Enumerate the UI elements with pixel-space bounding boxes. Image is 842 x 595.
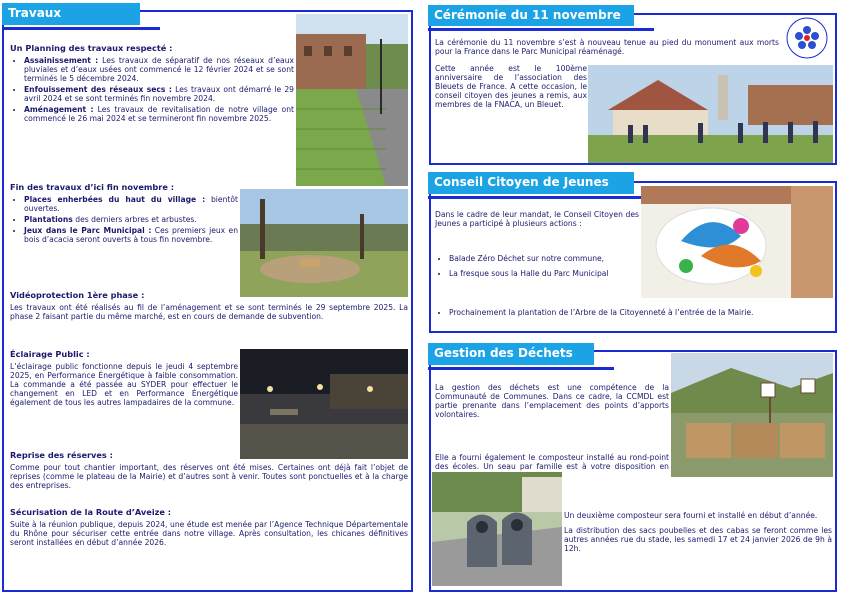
bleuet-logo xyxy=(782,16,832,60)
mural-photo xyxy=(641,186,833,298)
containers-photo xyxy=(432,472,562,586)
travaux-title: Travaux xyxy=(2,3,140,25)
list-item: • La fresque sous la Halle du Parc Municipal xyxy=(449,269,639,278)
planning-heading: Un Planning des travaux respecté : xyxy=(10,43,173,53)
list-item: • Assainissement : Les travaux de séparatif de nos réseaux d’eaux pluviales et d’eaux usées ont commencé le 12 février 2024 et se sont terminés le 5 décembre 2024. xyxy=(24,56,294,83)
dechets-title: Gestion des Déchets xyxy=(428,343,594,365)
secu-section xyxy=(10,508,408,551)
list-item: • Balade Zéro Déchet sur notre commune, xyxy=(449,254,639,263)
fin-heading: Fin des travaux d’ici fin novembre : xyxy=(10,182,175,192)
fin-list xyxy=(10,195,238,244)
reprise-section xyxy=(10,451,408,494)
playground-photo xyxy=(240,189,408,297)
list-item: • Jeux dans le Parc Municipal : Ces premiers jeux en bois d’acacia seront ouverts à tous fin novembre. xyxy=(24,226,238,244)
planning-section xyxy=(10,44,294,125)
secu-text: Suite à la réunion publique, depuis 2024, une étude est menée par l’Agence Technique Départementale du Rhône pour sécuriser cette entrée dans notre village. Après consultation, les chicanes définitives seront installées en début d’année 2026. xyxy=(10,520,408,547)
secu-heading: Sécurisation de la Route d’Aveize : xyxy=(10,507,172,517)
dechets-rest: Un deuxième composteur sera fourni et installé en début d’année. La distribution des sacs poubelles et des cabas se feront comme les autres années rue du stade, les samedi 17 et 24 janvier 2026 de 9h à 12h. xyxy=(564,511,832,553)
list-item: • Aménagement : Les travaux de revitalisation de notre village ont commencé le 26 mai 2024 et se termineront fin novembre 2025. xyxy=(24,105,294,123)
conseil-intro: Dans le cadre de leur mandat, le Conseil Citoyen des Jeunes a participé à plusieurs actions : xyxy=(435,210,639,228)
conseil-title: Conseil Citoyen de Jeunes xyxy=(428,172,634,194)
reprise-text: Comme pour tout chantier important, des réserves ont été mises. Certaines ont déjà fait l’objet de reprises (comme le plateau de la Mairie) et d’autres sont à venir. Toutes sont ponctuelles et à la charge des entreprises. xyxy=(10,463,408,490)
list-item: • Plantations des derniers arbres et arbustes. xyxy=(24,215,238,224)
fin-section xyxy=(10,183,238,246)
list-item: • Enfouissement des réseaux secs : Les travaux ont démarré le 29 avril 2024 et se sont terminés fin novembre 2024. xyxy=(24,85,294,103)
ceremonie-text: Cette année est le 100ème anniversaire de l’association des Bleuets de France. A cette occasion, le conseil citoyen des jeunes a remis, aux membres de la FNACA, un Bleuet. xyxy=(435,64,587,109)
video-heading: Vidéoprotection 1ère phase : xyxy=(10,290,145,300)
video-text: Les travaux ont été réalisés au fil de l’aménagement et se sont terminés le 29 septembre 2025. La phase 2 faisant partie du même marché, est en cours de demande de subvention. xyxy=(10,303,408,321)
video-section xyxy=(10,291,408,325)
grass-square-photo xyxy=(296,14,408,186)
composteur-photo xyxy=(671,353,833,477)
list-item: • Prochainement la plantation de l’Arbre de la Citoyenneté à l’entrée de la Mairie. xyxy=(449,308,831,317)
conseil-list-top xyxy=(435,254,639,280)
dechets-p1: La gestion des déchets est une compétence de la Communauté de Communes. Dans ce cadre, la CCMDL est partie prenante dans l’emplacement des points d’apports volontaires. xyxy=(435,383,669,419)
eclairage-heading: Éclairage Public : xyxy=(10,349,90,359)
planning-list xyxy=(10,56,294,123)
ceremonie-intro: La cérémonie du 11 novembre s’est à nouveau tenue au pied du monument aux morts pour la France dans le Parc Municipal réaménagé. xyxy=(435,38,779,56)
night-lighting-photo xyxy=(240,349,408,459)
ceremony-photo xyxy=(588,65,833,163)
list-item: • Places enherbées du haut du village : bientôt ouvertes. xyxy=(24,195,238,213)
ceremonie-title: Cérémonie du 11 novembre xyxy=(428,5,634,26)
eclairage-text: L’éclairage public fonctionne depuis le jeudi 4 septembre 2025, en Performance Énergétique à faible consommation. La commande a été passée au SYDER pour effectuer le changement en LED et en Performance Énergétique également de tous les autres lampadaires de la commune. xyxy=(10,362,238,407)
dechets-p2-lead: Elle a fourni également le composteur installé au rond-point des écoles. Un seau par famille est à votre disposition en xyxy=(435,453,669,471)
eclairage-section xyxy=(10,350,238,411)
reprise-heading: Reprise des réserves : xyxy=(10,450,113,460)
conseil-list-bottom xyxy=(435,308,831,319)
